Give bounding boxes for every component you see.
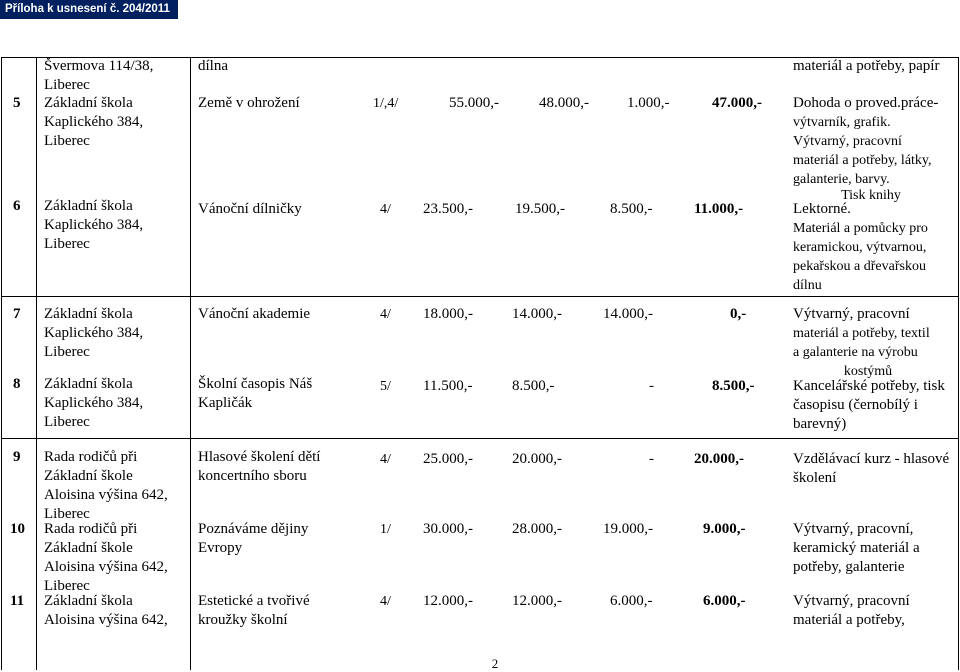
project-line: Hlasové školení dětí [198,449,321,465]
notes-line: školení [793,470,837,486]
notes-line: Kancelářské potřeby, tisk [793,378,945,394]
grid-line [36,57,37,670]
share-code: 1/ [380,522,391,537]
applicant-line: Rada rodičů při [44,521,138,537]
amount-requested: 12.000,- [512,593,562,609]
applicant-line: Liberec [44,344,90,360]
notes-line: a galanterie na výrobu [793,345,918,360]
amount-previous: - [649,451,654,467]
amount-requested: 8.500,- [512,378,555,394]
amount-granted: 11.000,- [694,201,744,217]
amount-total: 55.000,- [449,95,499,111]
amount-total: 12.000,- [423,593,473,609]
project-line: Kapličák [198,395,253,411]
applicant-line: Aloisina výšina 642, [44,612,168,628]
notes-line: Dohoda o proved.práce- [793,95,939,111]
applicant-line: Kaplického 384, [44,395,144,411]
amount-previous: 1.000,- [627,95,670,111]
grid-line [1,296,959,297]
notes-line: materiál a potřeby, [793,612,905,628]
document-header-label: Příloha k usnesení č. 204/2011 [0,0,178,19]
notes-line: Vzdělávací kurz - hlasové [793,451,950,467]
amount-granted: 9.000,- [703,521,746,537]
notes-line: materiál a potřeby, látky, [793,153,932,168]
notes-line: Materiál a pomůcky pro [793,221,928,236]
row-number: 11 [10,593,25,609]
row-number: 6 [13,198,21,214]
notes-line: Výtvarný, pracovní [793,306,910,322]
applicant-line: Liberec [44,578,90,594]
notes-line: materiál a potřeby, papír [793,58,940,74]
applicant-line: Kaplického 384, [44,114,144,130]
applicant-line: Základní škola [44,593,133,609]
notes-line: Lektorné. [793,201,851,217]
applicant-line: Aloisina výšina 642, [44,487,168,503]
applicant-line: Základní škola [44,198,133,214]
grid-line [190,57,191,670]
amount-granted: 8.500,- [712,378,755,394]
amount-previous: 14.000,- [603,306,653,322]
notes-line: Výtvarný, pracovní [793,593,910,609]
amount-total: 18.000,- [423,306,473,322]
row-number: 8 [13,376,21,392]
amount-requested: 28.000,- [512,521,562,537]
project-line: koncertního sboru [198,468,307,484]
applicant-line: Liberec [44,414,90,430]
share-code: 4/ [380,594,391,609]
applicant-line: Liberec [44,77,90,93]
notes-line: keramický materiál a [793,540,920,556]
applicant-line: Kaplického 384, [44,325,144,341]
notes-line: Tisk knihy [841,188,901,203]
amount-requested: 20.000,- [512,451,562,467]
applicant-line: Základní škola [44,376,133,392]
applicant-line: Základní škole [44,540,133,556]
notes-line: barevný) [793,416,847,432]
share-code: 1/,4/ [373,96,399,111]
applicant-line: Základní škola [44,95,133,111]
applicant-line: Liberec [44,133,90,149]
applicant-line: Švermova 114/38, [44,58,154,74]
notes-line: výtvarník, grafik. [793,115,891,130]
amount-total: 30.000,- [423,521,473,537]
notes-line: materiál a potřeby, textil [793,326,930,341]
row-number: 5 [13,95,21,111]
project-line: Země v ohrožení [198,95,300,111]
notes-line: galanterie, barvy. [793,172,890,187]
amount-requested: 48.000,- [539,95,589,111]
amount-total: 25.000,- [423,451,473,467]
row-number: 10 [10,521,25,537]
amount-granted: 0,- [730,306,747,322]
amount-granted: 20.000,- [694,451,744,467]
grid-line [1,438,959,439]
grid-line [1,57,2,670]
applicant-line: Liberec [44,506,90,522]
amount-total: 11.500,- [423,378,473,394]
notes-line: kostýmů [843,364,893,379]
notes-line: Výtvarný, pracovní, [793,521,914,537]
applicant-line: Liberec [44,236,90,252]
amount-requested: 19.500,- [515,201,565,217]
amount-granted: 6.000,- [703,593,746,609]
share-code: 4/ [380,307,391,322]
project-line: Školní časopis Náš [198,376,313,392]
amount-previous: 8.500,- [610,201,653,217]
notes-line: pekařskou a dřevařskou [793,259,926,274]
amount-previous: 6.000,- [610,593,653,609]
applicant-line: Rada rodičů při [44,449,138,465]
project-line: kroužky školní [198,612,288,628]
share-code: 4/ [380,452,391,467]
grid-line [958,57,959,670]
notes-line: Výtvarný, pracovní [793,134,902,149]
notes-line: keramickou, výtvarnou, [793,240,927,255]
project-line: Vánoční dílničky [198,201,302,217]
row-number: 9 [13,449,21,465]
amount-previous: 19.000,- [603,521,653,537]
page-number: 2 [491,656,499,671]
project-line: dílna [198,58,228,74]
project-line: Vánoční akademie [198,306,311,322]
project-line: Estetické a tvořivé [198,593,310,609]
applicant-line: Aloisina výšina 642, [44,559,168,575]
applicant-line: Kaplického 384, [44,217,144,233]
amount-total: 23.500,- [423,201,473,217]
amount-granted: 47.000,- [712,95,762,111]
notes-line: potřeby, galanterie [793,559,905,575]
row-number: 7 [13,306,21,322]
applicant-line: Základní škole [44,468,133,484]
share-code: 4/ [380,202,391,217]
amount-previous: - [649,378,654,394]
project-line: Poznáváme dějiny [198,521,309,537]
amount-requested: 14.000,- [512,306,562,322]
applicant-line: Základní škola [44,306,133,322]
share-code: 5/ [380,379,391,394]
notes-line: dílnu [793,278,822,293]
project-line: Evropy [198,540,243,556]
notes-line: časopisu (černobílý i [793,397,918,413]
